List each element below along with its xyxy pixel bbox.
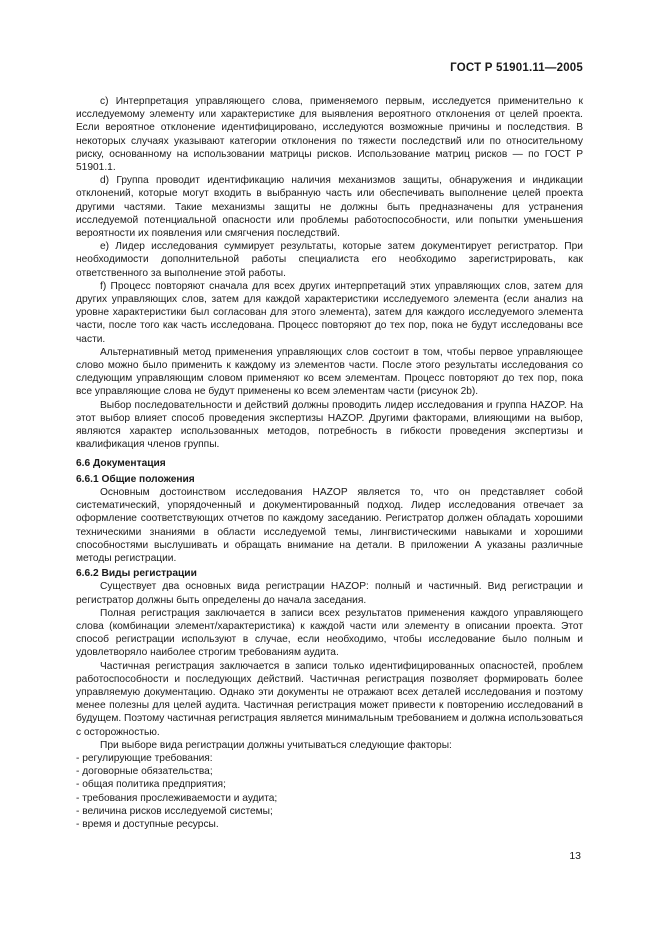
paragraph-full-recording: Полная регистрация заключается в записи всех результатов применения каждого управляющего слова (комбинации элемент/характеристика) к каждой части или элементу в описании проекта. Этот способ регистрации используют в случае, если необходимо, чтобы исследование было полным и удовлетворяло наиболее строгим требованиям аудита. (76, 607, 583, 659)
paragraph-alternative-method: Альтернативный метод применения управляющих слов состоит в том, чтобы первое управляющее слово можно было применить к каждому из элементов части. После этого результаты исследования со следующим управляющим словом применяют ко всем элементам. Процесс повторяют до тех пор, пока все управляющие слова не будут применены ко всем элементам части (рисунок 2b). (76, 346, 583, 398)
paragraph-partial-recording: Частичная регистрация заключается в записи только идентифицированных опасностей, проблем работоспособности и последующих действий. Частичная регистрация позволяет формировать более управляемую документацию. Однако эти документы не отражают всех деталей исследования и поэтому менее полезны для целей аудита. Частичная регистрация может привести к повторению исследований в будущем. Поэтому частичная регистрация является минимальным требованием и должна использоваться с осторожностью. (76, 660, 583, 738)
list-item: - величина рисков исследуемой системы; (76, 805, 273, 817)
paragraph-f: f) Процесс повторяют сначала для всех других интерпретаций этих управляющих слов, затем для других управляющих слов, затем для каждой характеристики исследуемого элемента (если анализ на уровне характеристики был согласован для этого элемента), затем для каждого исследуемого элемента части, после того как часть исследована. Процесс повторяют до тех пор, пока не будут исследованы все части. (76, 280, 583, 345)
section-heading-6-6-1: 6.6.1 Общие положения (76, 473, 195, 485)
section-heading-6-6-2: 6.6.2 Виды регистрации (76, 568, 197, 580)
paragraph-general: Основным достоинством исследования HAZOP является то, что он представляет собой систематический, упорядоченный и документированный подход. Лидер исследования отвечает за оформление соответствующих отчетов по каждому заседанию. Регистратор должен обладать хорошими техническими знаниями в области исследуемой темы, лингвистическими навыками и хорошими способностями выслушивать и обращать внимание на детали. В приложении А указаны различные методы регистрации. (76, 486, 583, 564)
factors-list (76, 752, 583, 831)
list-item: - требования прослеживаемости и аудита; (76, 792, 278, 804)
document-body (76, 95, 583, 831)
paragraph-c: с) Интерпретация управляющего слова, применяемого первым, исследуется применительно к исследуемому элементу или характеристике для выявления вероятного отклонения от целей проекта. Если вероятное отклонение идентифицировано, исследуются возможные причины и последствия. В некоторых случаях указывают категории отклонения по тяжести последствий или по относительному риску, основанному на использовании матрицы рисков. Использование матриц рисков — по ГОСТ Р 51901.1. (76, 96, 583, 174)
list-item: - общая политика предприятия; (76, 779, 226, 791)
paragraph-recording-types: Существует два основных вида регистрации HAZOP: полный и частичный. Вид регистрации и регистратор должны быть определены до начала заседания. (76, 581, 583, 606)
page-number: 13 (569, 850, 581, 862)
list-item: - договорные обязательства; (76, 766, 213, 778)
document-code: ГОСТ Р 51901.11—2005 (450, 62, 583, 74)
section-heading-6-6: 6.6 Документация (76, 458, 166, 470)
list-item: - регулирующие требования: (76, 752, 213, 764)
paragraph-d: d) Группа проводит идентификацию наличия механизмов защиты, обнаружения и индикации отклонений, которые могут входить в выбранную часть или обеспечивать выполнение целей проекта другими частями. Такие механизмы защиты не должны быть предназначены для устранения исследуемой потенциальной опасности или проблемы работоспособности, или попытки уменьшения вероятности их появления или смягчения последствий. (76, 175, 583, 240)
paragraph-sequence-choice: Выбор последовательности и действий должны проводить лидер исследования и группа HAZOP. На этот выбор влияет способ проведения экспертизы HAZOP. Другими факторами, влияющими на выбор, являются характер использованных методов, потребность в гибкости проведения экспертизы и квалификация членов группы. (76, 399, 583, 451)
paragraph-factors-intro: При выборе вида регистрации должны учитываться следующие факторы: (100, 739, 452, 751)
paragraph-e: е) Лидер исследования суммирует результаты, которые затем документирует регистратор. При необходимости дополнительной работы специалиста его необходимо зарегистрировать, как ответственного за выполнение этой работы. (76, 241, 583, 279)
list-item: - время и доступные ресурсы. (76, 818, 219, 830)
